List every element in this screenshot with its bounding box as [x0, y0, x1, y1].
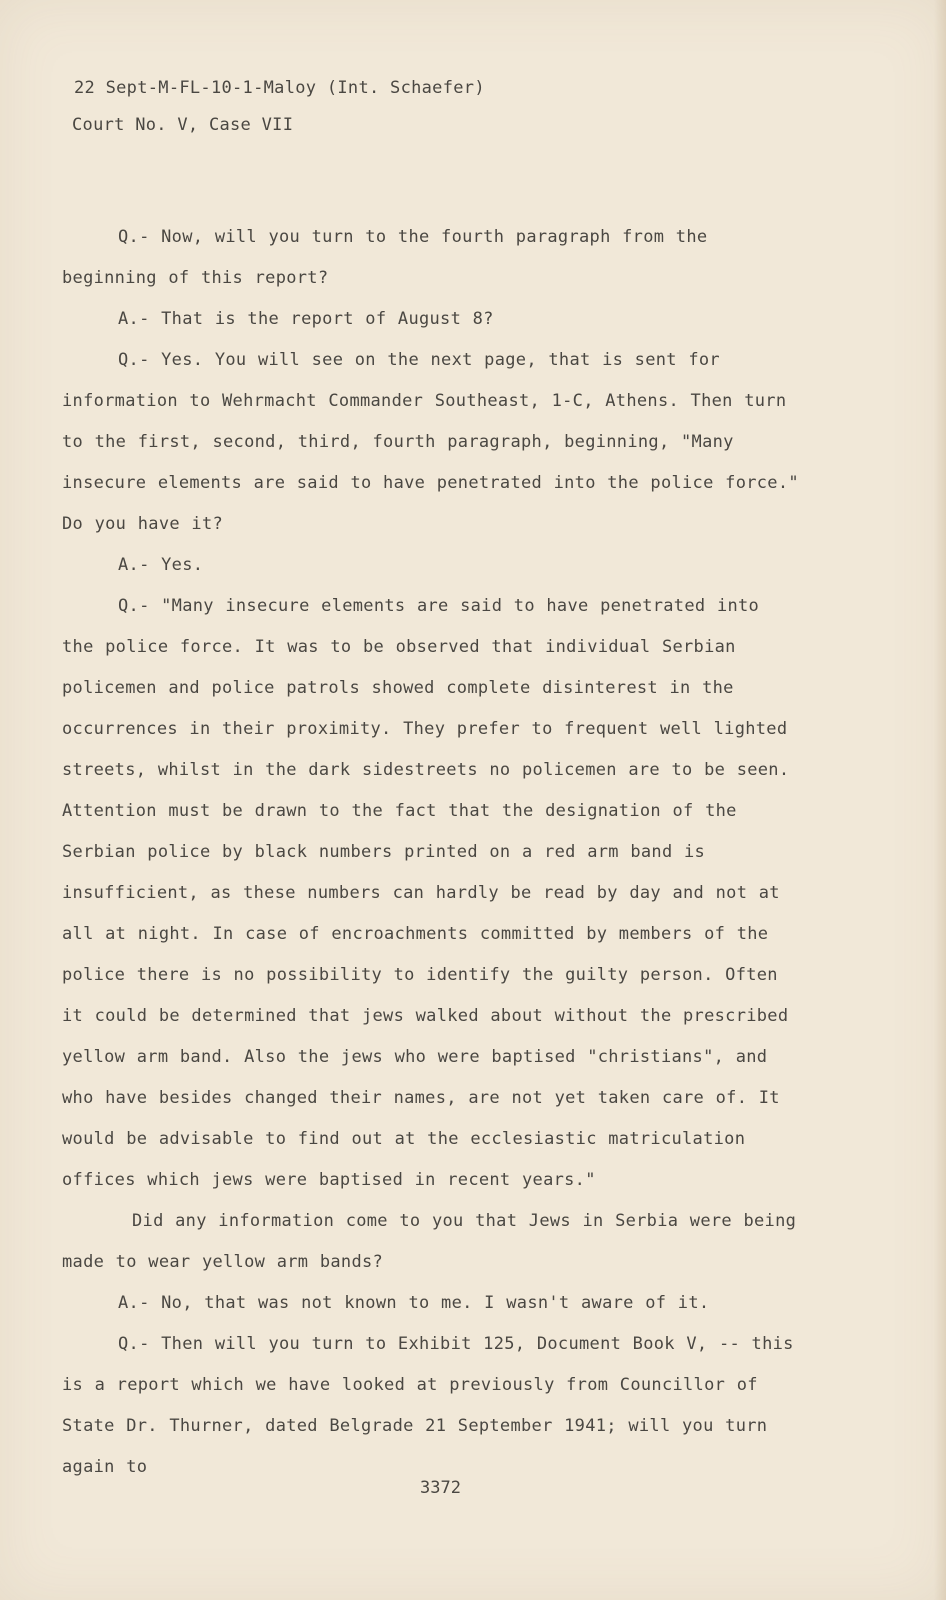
answer-paragraph: A.- That is the report of August 8?: [118, 309, 494, 329]
quoted-report-paragraph: Q.- "Many insecure elements are said to have penetrated into the police force. It was to be observed that individual Serbian policemen and police patrols showed complete disinterest in the occurrences in their proximity. They prefer to frequent well lighted streets, whilst in the dark sidestreets no policemen are to be seen. Attention must be drawn to the fact that the designation of the Serbian police by black numbers printed on a red arm band is insufficient, as these numbers can hardly be read by day and not at all at night. In case of encroachments committed by members of the police there is no possibility to identify the guilty person. Often it could be determined that jews walked about without the prescribed yellow arm band. Also the jews who were baptised "christians", and who have besides changed their names, are not yet taken care of. It would be advisable to find out at the ecclesiastic matriculation offices which jews were baptised in recent years.": [62, 596, 790, 1190]
page-edge: [934, 0, 946, 1600]
session-header: 22 Sept-M-FL-10-1-Maloy (Int. Schaefer): [74, 78, 485, 98]
question-paragraph: Q.- Then will you turn to Exhibit 125, Document Book V, -- this is a report which we have looked at previously from Councillor of State Dr. Thurner, dated Belgrade 21 September 1941; will you turn again to: [62, 1334, 794, 1477]
transcript-text: [62, 217, 802, 1488]
court-header: Court No. V, Case VII: [72, 115, 294, 135]
question-paragraph: Q.- Yes. You will see on the next page, that is sent for information to Wehrmacht Commander Southeast, 1-C, Athens. Then turn to the first, second, third, fourth paragraph, beginning, "Many insecure elements are said to have penetrated into the police force." Do you have it?: [62, 350, 799, 534]
question-paragraph: Q.- Now, will you turn to the fourth paragraph from the beginning of this report?: [62, 227, 708, 288]
answer-paragraph: A.- Yes.: [118, 555, 204, 575]
question-paragraph: Did any information come to you that Jews in Serbia were being made to wear yellow arm bands?: [62, 1211, 797, 1272]
page-number: 3372: [420, 1478, 461, 1498]
answer-paragraph: A.- No, that was not known to me. I wasn't aware of it.: [118, 1293, 710, 1313]
transcript-body: [62, 78, 802, 1488]
